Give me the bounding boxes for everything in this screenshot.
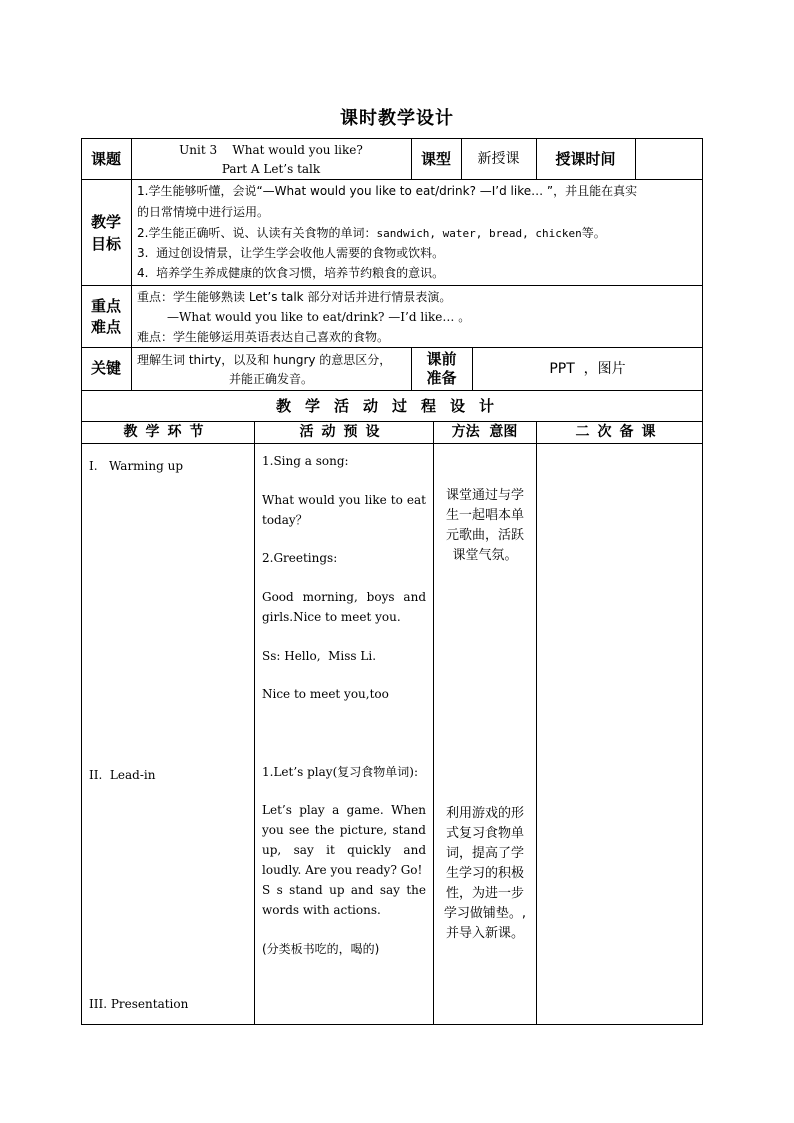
activity-play-text-2: S s stand up and say the words with actions. xyxy=(262,883,426,917)
focus-sentence: —What would you like to eat/drink? —I’d like… 。 xyxy=(167,310,471,324)
activity-play-text: Let’s play a game. When you see the picture, stand up, say it quickly and loudly. Are you ready? Go! xyxy=(262,803,426,877)
stage-warming-up: I. Warming up xyxy=(89,459,184,473)
focus-key-point: 重点：学生能够熟读 Let’s talk 部分对话并进行情景表演。 xyxy=(137,290,452,304)
row-divider xyxy=(81,443,703,444)
goals-label: 教学 xyxy=(90,213,121,231)
activity-greetings-reply: Ss: Hello, Miss Li. xyxy=(262,649,377,663)
topic-line2: Part A Let’s talk xyxy=(221,162,321,176)
stage-presentation: III. Presentation xyxy=(89,997,189,1011)
goal-item-4: 4. 培养学生养成健康的饮食习惯，培养节约粮食的意识。 xyxy=(137,266,445,280)
type-label: 课型 xyxy=(420,150,451,168)
activity-sing-title: 1.Sing a song: xyxy=(262,454,349,468)
focus-label-2: 难点 xyxy=(90,318,121,336)
row-divider xyxy=(81,347,703,348)
goals-label-2: 目标 xyxy=(90,235,121,253)
key-text-2: 并能正确发音。 xyxy=(228,372,313,386)
col-divider xyxy=(131,179,132,390)
col-header-activity: 活动预设 xyxy=(299,424,388,440)
focus-difficult-point: 难点：学生能够运用英语表达自己喜欢的食物。 xyxy=(137,330,390,344)
goal-item-2-end: 等。 xyxy=(581,226,606,240)
activity-greetings-text: Good morning, boys and girls.Nice to meet you. xyxy=(262,590,426,624)
activity-sing-text: What would you like to eat today？ xyxy=(262,493,426,527)
topic-label: 课题 xyxy=(90,150,121,168)
focus-label: 重点 xyxy=(90,297,121,315)
col-divider xyxy=(635,138,636,179)
col-header-revision: 二次备课 xyxy=(575,424,664,440)
col-header-intent: 方法 意图 xyxy=(451,424,518,440)
col-divider xyxy=(433,421,434,1025)
process-title: 教学活动过程设计 xyxy=(275,397,508,415)
row-divider xyxy=(81,179,703,180)
topic-line1: Unit 3 What would you like? xyxy=(179,143,363,157)
col-divider xyxy=(536,421,537,1025)
stage-lead-in: II. Lead-in xyxy=(89,768,156,782)
activity-greetings-title: 2.Greetings: xyxy=(262,551,338,565)
key-text: 理解生词 thirty，以及和 hungry 的意思区分， xyxy=(137,353,392,367)
time-label: 授课时间 xyxy=(555,150,616,168)
col-header-stage: 教学环节 xyxy=(123,424,212,440)
goal-item-1: 1.学生能够听懂，会说“—What would you like to eat/drink? —I’d like… ”，并且能在真实 xyxy=(137,184,638,198)
row-divider xyxy=(81,421,703,422)
goal-item-2-text: 2.学生能正确听、说、认读有关食物的单词： xyxy=(137,226,377,240)
goal-item-3: 3. 通过创设情景，让学生学会收他人需要的食物或饮料。 xyxy=(137,246,445,260)
activity-greetings-reply-2: Nice to meet you,too xyxy=(262,687,389,701)
key-label: 关键 xyxy=(90,359,121,377)
activity-play-note: (分类板书吃的，喝的) xyxy=(262,942,380,956)
prep-label: 课前 xyxy=(426,350,457,368)
row-divider xyxy=(81,390,703,391)
type-value: 新授课 xyxy=(477,151,520,167)
document-title: 课时教学设计 xyxy=(340,108,454,129)
prep-label-2: 准备 xyxy=(426,369,457,387)
col-divider xyxy=(254,421,255,1025)
goal-item-2-words: sandwich, water, bread, chicken xyxy=(376,227,582,240)
intent-warming-up: 课堂通过与学生一起唱本单元歌曲，活跃课堂气氛。 xyxy=(445,488,524,563)
goal-item-1-cont: 的日常情境中进行运用。 xyxy=(137,205,270,219)
row-divider xyxy=(81,285,703,286)
intent-lead-in: 利用游戏的形式复习食物单词，提高了学生学习的积极性，为进一步学习做铺垫。,并导入新课。 xyxy=(443,806,527,941)
prep-value: PPT ，图片 xyxy=(549,361,626,377)
activity-play-title: 1.Let’s play(复习食物单词): xyxy=(262,765,418,779)
goal-item-2 xyxy=(137,225,606,242)
